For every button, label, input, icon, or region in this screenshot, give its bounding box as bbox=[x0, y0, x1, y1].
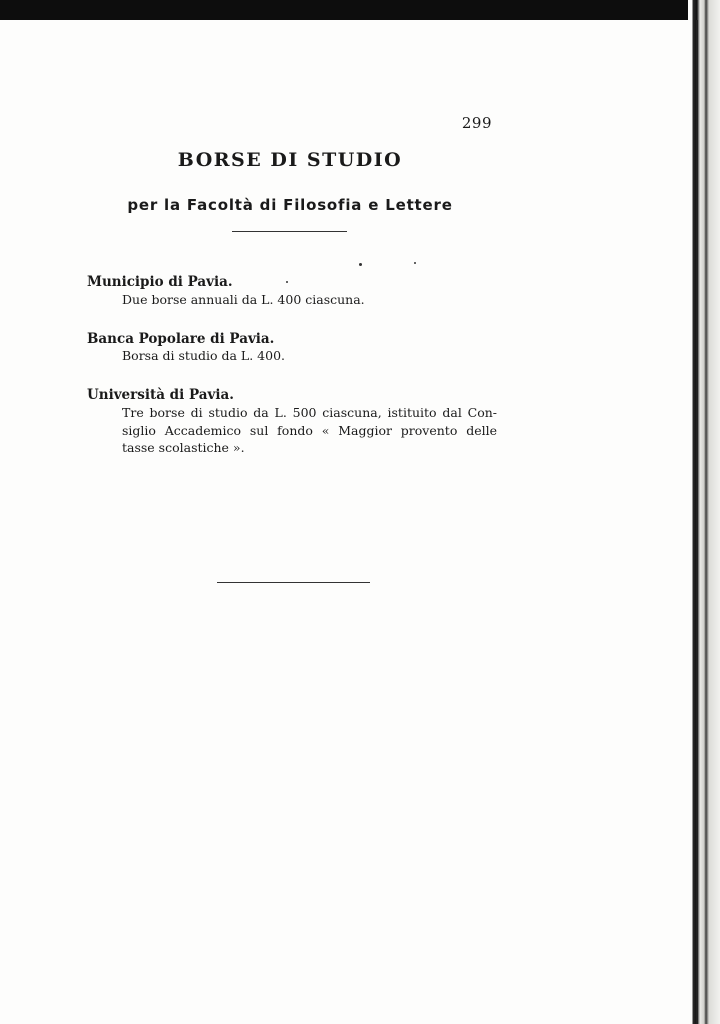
page-number: 299 bbox=[461, 114, 492, 132]
entry-heading: Municipio di Pavia. bbox=[87, 274, 233, 290]
print-speck bbox=[359, 263, 362, 266]
entry-heading: Banca Popolare di Pavia. bbox=[87, 331, 275, 347]
title-divider bbox=[232, 231, 347, 232]
page-subtitle: per la Facoltà di Filosofia e Lettere bbox=[127, 196, 453, 214]
entry-line: Due borse annuali da L. 400 ciascuna. bbox=[122, 292, 365, 307]
entry-line: Tre borse di studio da L. 500 ciascuna, istituito dal Con- bbox=[122, 405, 497, 420]
scan-binding-edge bbox=[688, 0, 720, 1024]
entry-text bbox=[122, 347, 285, 365]
page-title: BORSE DI STUDIO bbox=[177, 149, 403, 171]
scan-top-border bbox=[0, 0, 720, 20]
entry-line: siglio Accademico sul fondo « Maggior provento delle bbox=[122, 422, 497, 438]
entry-text bbox=[122, 404, 497, 457]
entry-line: tasse scolastiche ». bbox=[122, 440, 245, 455]
entry-heading: Università di Pavia. bbox=[87, 387, 234, 403]
scan-binding-line bbox=[696, 20, 698, 1024]
entry-text bbox=[122, 291, 365, 309]
print-speck bbox=[286, 281, 288, 283]
print-speck bbox=[414, 262, 416, 264]
end-divider bbox=[217, 582, 370, 583]
entry-line: Borsa di studio da L. 400. bbox=[122, 348, 285, 363]
